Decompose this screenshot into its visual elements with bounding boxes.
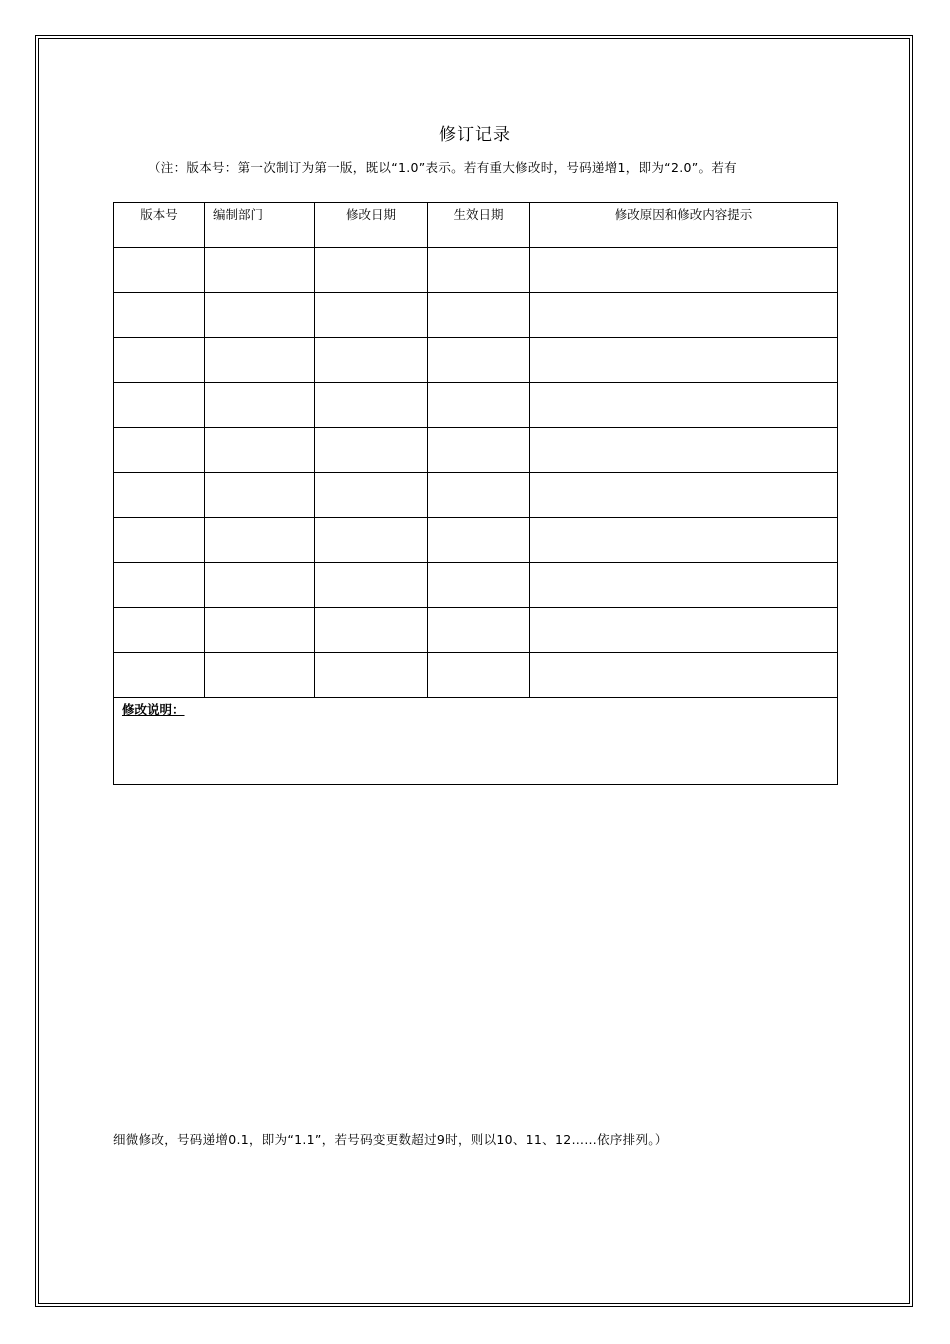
cell-effective-date[interactable] (428, 653, 530, 698)
remarks-cell[interactable] (114, 698, 838, 785)
cell-reason-content[interactable] (530, 518, 838, 563)
table-row (114, 248, 838, 293)
cell-reason-content[interactable] (530, 338, 838, 383)
cell-reason-content[interactable] (530, 383, 838, 428)
cell-reason-content[interactable] (530, 473, 838, 518)
cell-effective-date[interactable] (428, 383, 530, 428)
cell-version[interactable] (114, 518, 205, 563)
revision-table (113, 202, 838, 785)
cell-revision-date[interactable] (315, 653, 428, 698)
table-row (114, 518, 838, 563)
cell-version[interactable] (114, 563, 205, 608)
cell-effective-date[interactable] (428, 293, 530, 338)
table-row (114, 338, 838, 383)
cell-department[interactable] (205, 428, 315, 473)
cell-version[interactable] (114, 428, 205, 473)
version-note-line-2: 细微修改，号码递增0.1，即为“1.1”，若号码变更数超过9时，则以10、11、12……依序排列。） (113, 1132, 668, 1147)
cell-revision-date[interactable] (315, 338, 428, 383)
cell-reason-content[interactable] (530, 428, 838, 473)
cell-version[interactable] (114, 608, 205, 653)
cell-department[interactable] (205, 293, 315, 338)
cell-revision-date[interactable] (315, 608, 428, 653)
cell-version[interactable] (114, 383, 205, 428)
cell-revision-date[interactable] (315, 518, 428, 563)
cell-reason-content[interactable] (530, 608, 838, 653)
cell-revision-date[interactable] (315, 248, 428, 293)
table-row (114, 293, 838, 338)
table-header-row (114, 203, 838, 248)
remarks-row (114, 698, 838, 785)
remarks-label: 修改说明： (122, 702, 185, 717)
cell-department[interactable] (205, 653, 315, 698)
cell-effective-date[interactable] (428, 338, 530, 383)
cell-effective-date[interactable] (428, 473, 530, 518)
table-row (114, 653, 838, 698)
cell-reason-content[interactable] (530, 293, 838, 338)
cell-reason-content[interactable] (530, 563, 838, 608)
header-reason-content: 修改原因和修改内容提示 (530, 203, 838, 248)
page-title: 修订记录 (439, 125, 511, 145)
cell-department[interactable] (205, 563, 315, 608)
cell-effective-date[interactable] (428, 428, 530, 473)
header-version: 版本号 (114, 203, 205, 248)
table-row (114, 473, 838, 518)
cell-department[interactable] (205, 248, 315, 293)
header-effective-date: 生效日期 (428, 203, 530, 248)
cell-version[interactable] (114, 248, 205, 293)
cell-revision-date[interactable] (315, 383, 428, 428)
cell-reason-content[interactable] (530, 653, 838, 698)
cell-department[interactable] (205, 383, 315, 428)
header-department: 编制部门 (205, 203, 315, 248)
cell-version[interactable] (114, 338, 205, 383)
table-row (114, 383, 838, 428)
cell-revision-date[interactable] (315, 293, 428, 338)
cell-revision-date[interactable] (315, 563, 428, 608)
cell-reason-content[interactable] (530, 248, 838, 293)
header-revision-date: 修改日期 (315, 203, 428, 248)
table-row (114, 608, 838, 653)
cell-version[interactable] (114, 653, 205, 698)
cell-effective-date[interactable] (428, 608, 530, 653)
cell-effective-date[interactable] (428, 518, 530, 563)
table-row (114, 563, 838, 608)
table-row (114, 428, 838, 473)
cell-revision-date[interactable] (315, 428, 428, 473)
cell-department[interactable] (205, 608, 315, 653)
cell-department[interactable] (205, 518, 315, 563)
cell-revision-date[interactable] (315, 473, 428, 518)
version-note-line-1: （注：版本号：第一次制订为第一版，既以“1.0”表示。若有重大修改时，号码递增1，即为“2.0”。若有 (148, 160, 737, 175)
cell-department[interactable] (205, 338, 315, 383)
cell-effective-date[interactable] (428, 248, 530, 293)
cell-effective-date[interactable] (428, 563, 530, 608)
cell-department[interactable] (205, 473, 315, 518)
cell-version[interactable] (114, 473, 205, 518)
cell-version[interactable] (114, 293, 205, 338)
